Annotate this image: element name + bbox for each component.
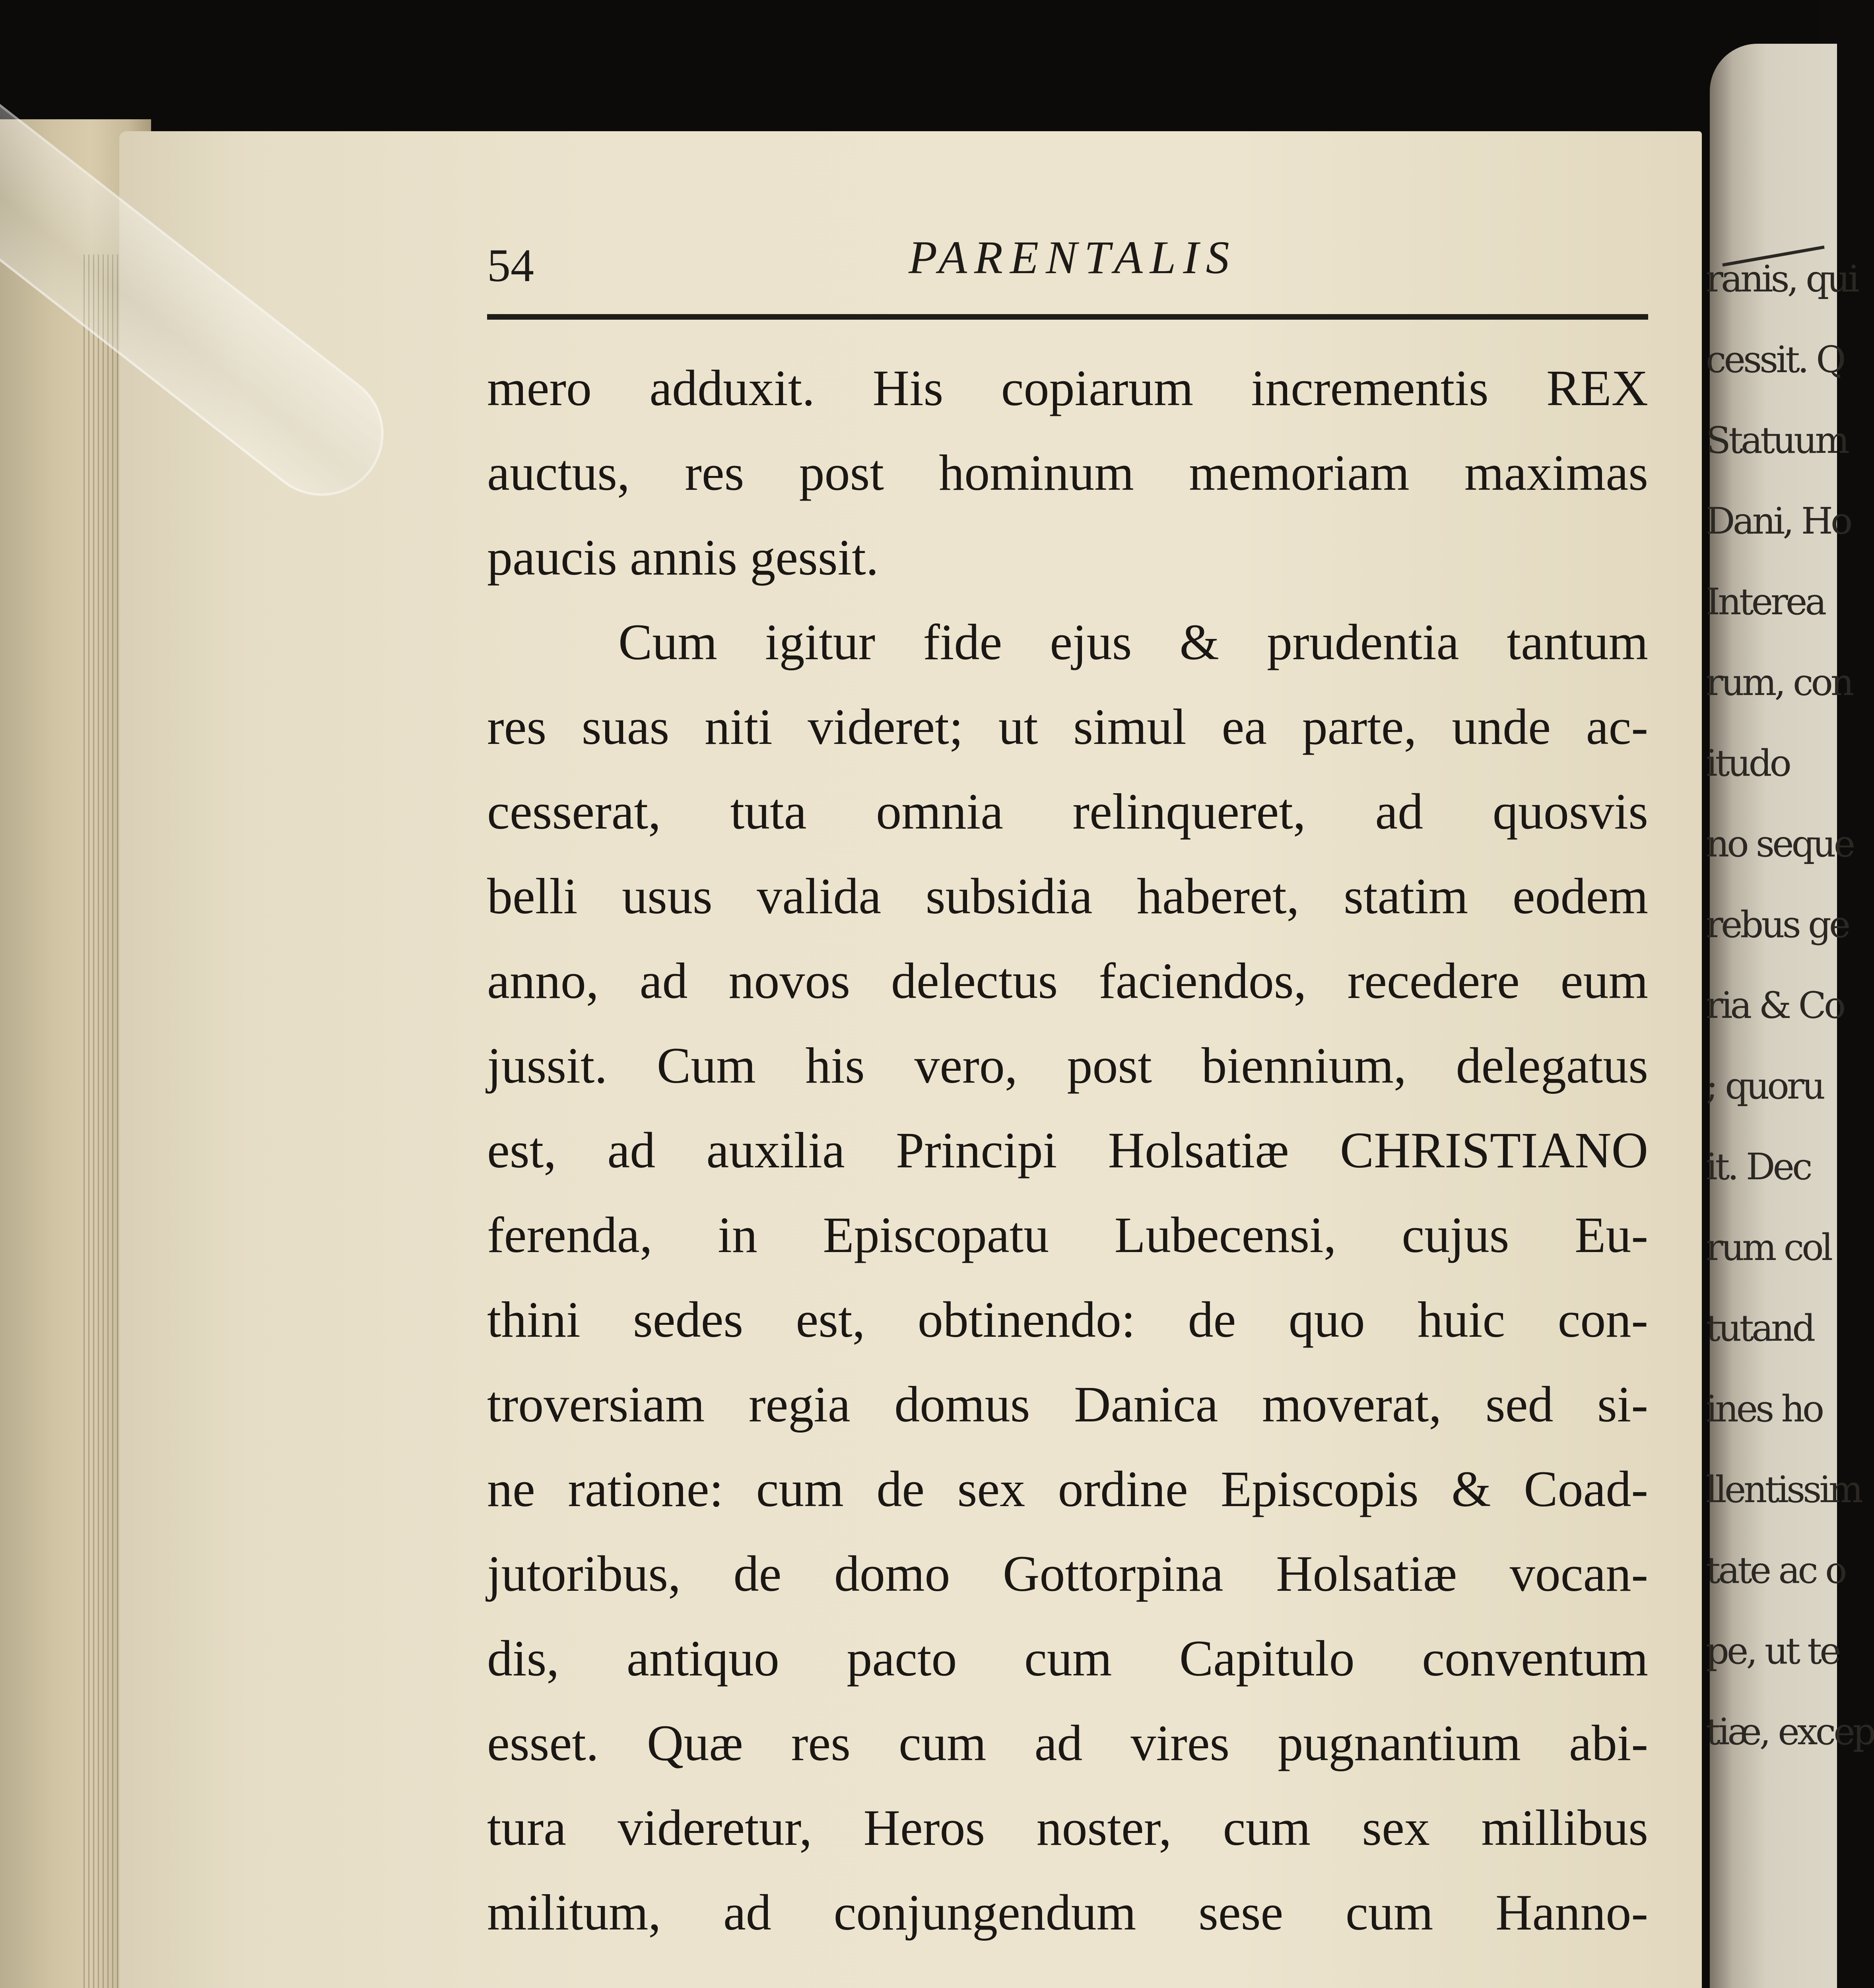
text-line: ne ratione: cum de sex ordine Episcopis & Coad- <box>487 1461 1648 1517</box>
facing-line: itudo <box>1706 742 1789 784</box>
text-line: jutoribus, de domo Gottorpina Holsatiæ vocan- <box>487 1545 1648 1602</box>
facing-line: ines ho <box>1706 1388 1822 1430</box>
text-line: auctus, res post hominum memoriam maximas <box>487 445 1648 501</box>
text-line: militum, ad conjungendum sese cum Hanno- <box>487 1884 1648 1941</box>
text-line: jussit. Cum his vero, post biennium, delegatus <box>487 1037 1648 1094</box>
text-line: troversiam regia domus Danica moverat, sed si- <box>487 1376 1648 1433</box>
facing-line: Interea <box>1706 580 1825 623</box>
text-line: Cum igitur fide ejus & prudentia tantum <box>618 614 1648 670</box>
facing-line: cessit. Q <box>1706 338 1844 381</box>
facing-line: pe, ut te <box>1706 1630 1839 1672</box>
header-rule <box>487 314 1648 320</box>
running-head: PARENTALIS <box>909 231 1237 283</box>
text-line: esset. Quæ res cum ad vires pugnantium abi- <box>487 1715 1648 1771</box>
text-line: ferenda, in Episcopatu Lubecensi, cujus Eu- <box>487 1207 1648 1263</box>
text-line: dis, antiquo pacto cum Capitulo conventum <box>487 1630 1648 1687</box>
facing-line: no seque <box>1706 823 1853 865</box>
facing-line: tate ac o <box>1706 1549 1845 1592</box>
text-line: cesserat, tuta omnia relinqueret, ad quosvis <box>487 783 1648 840</box>
facing-line: Dani, Ho <box>1706 500 1851 542</box>
facing-line: tiæ, excep <box>1706 1710 1874 1753</box>
facing-line: it. Dec <box>1706 1145 1810 1188</box>
text-line: paucis annis gessit. <box>487 529 879 586</box>
facing-line: ria & Co <box>1706 984 1844 1027</box>
facing-line: ; quoru <box>1706 1065 1824 1107</box>
text-line: belli usus valida subsidia haberet, statim eodem <box>487 868 1648 924</box>
body-text <box>487 346 1648 1955</box>
text-line: est, ad auxilia Principi Holsatiæ CHRISTIANO <box>487 1122 1648 1178</box>
facing-line: llentissim <box>1706 1468 1861 1511</box>
text-line: tura videretur, Heros noster, cum sex millibus <box>487 1800 1648 1856</box>
facing-line: rum, con <box>1706 661 1852 704</box>
facing-line: rebus ge <box>1706 903 1849 946</box>
page-number: 54 <box>487 239 534 291</box>
text-line: mero adduxit. His copiarum incrementis REX <box>487 360 1648 416</box>
page-header <box>487 227 1648 306</box>
facing-page-text <box>1702 239 1874 1988</box>
text-line: res suas niti videret; ut simul ea parte, unde ac- <box>487 699 1648 755</box>
facing-line: Statuum <box>1706 419 1847 462</box>
facing-line: ranis, qui <box>1706 258 1857 300</box>
text-line: thini sedes est, obtinendo: de quo huic con- <box>487 1291 1648 1348</box>
text-line: anno, ad novos delectus faciendos, recedere eum <box>487 953 1648 1009</box>
facing-line: rum col <box>1706 1226 1831 1269</box>
facing-line: tutand <box>1706 1307 1814 1349</box>
